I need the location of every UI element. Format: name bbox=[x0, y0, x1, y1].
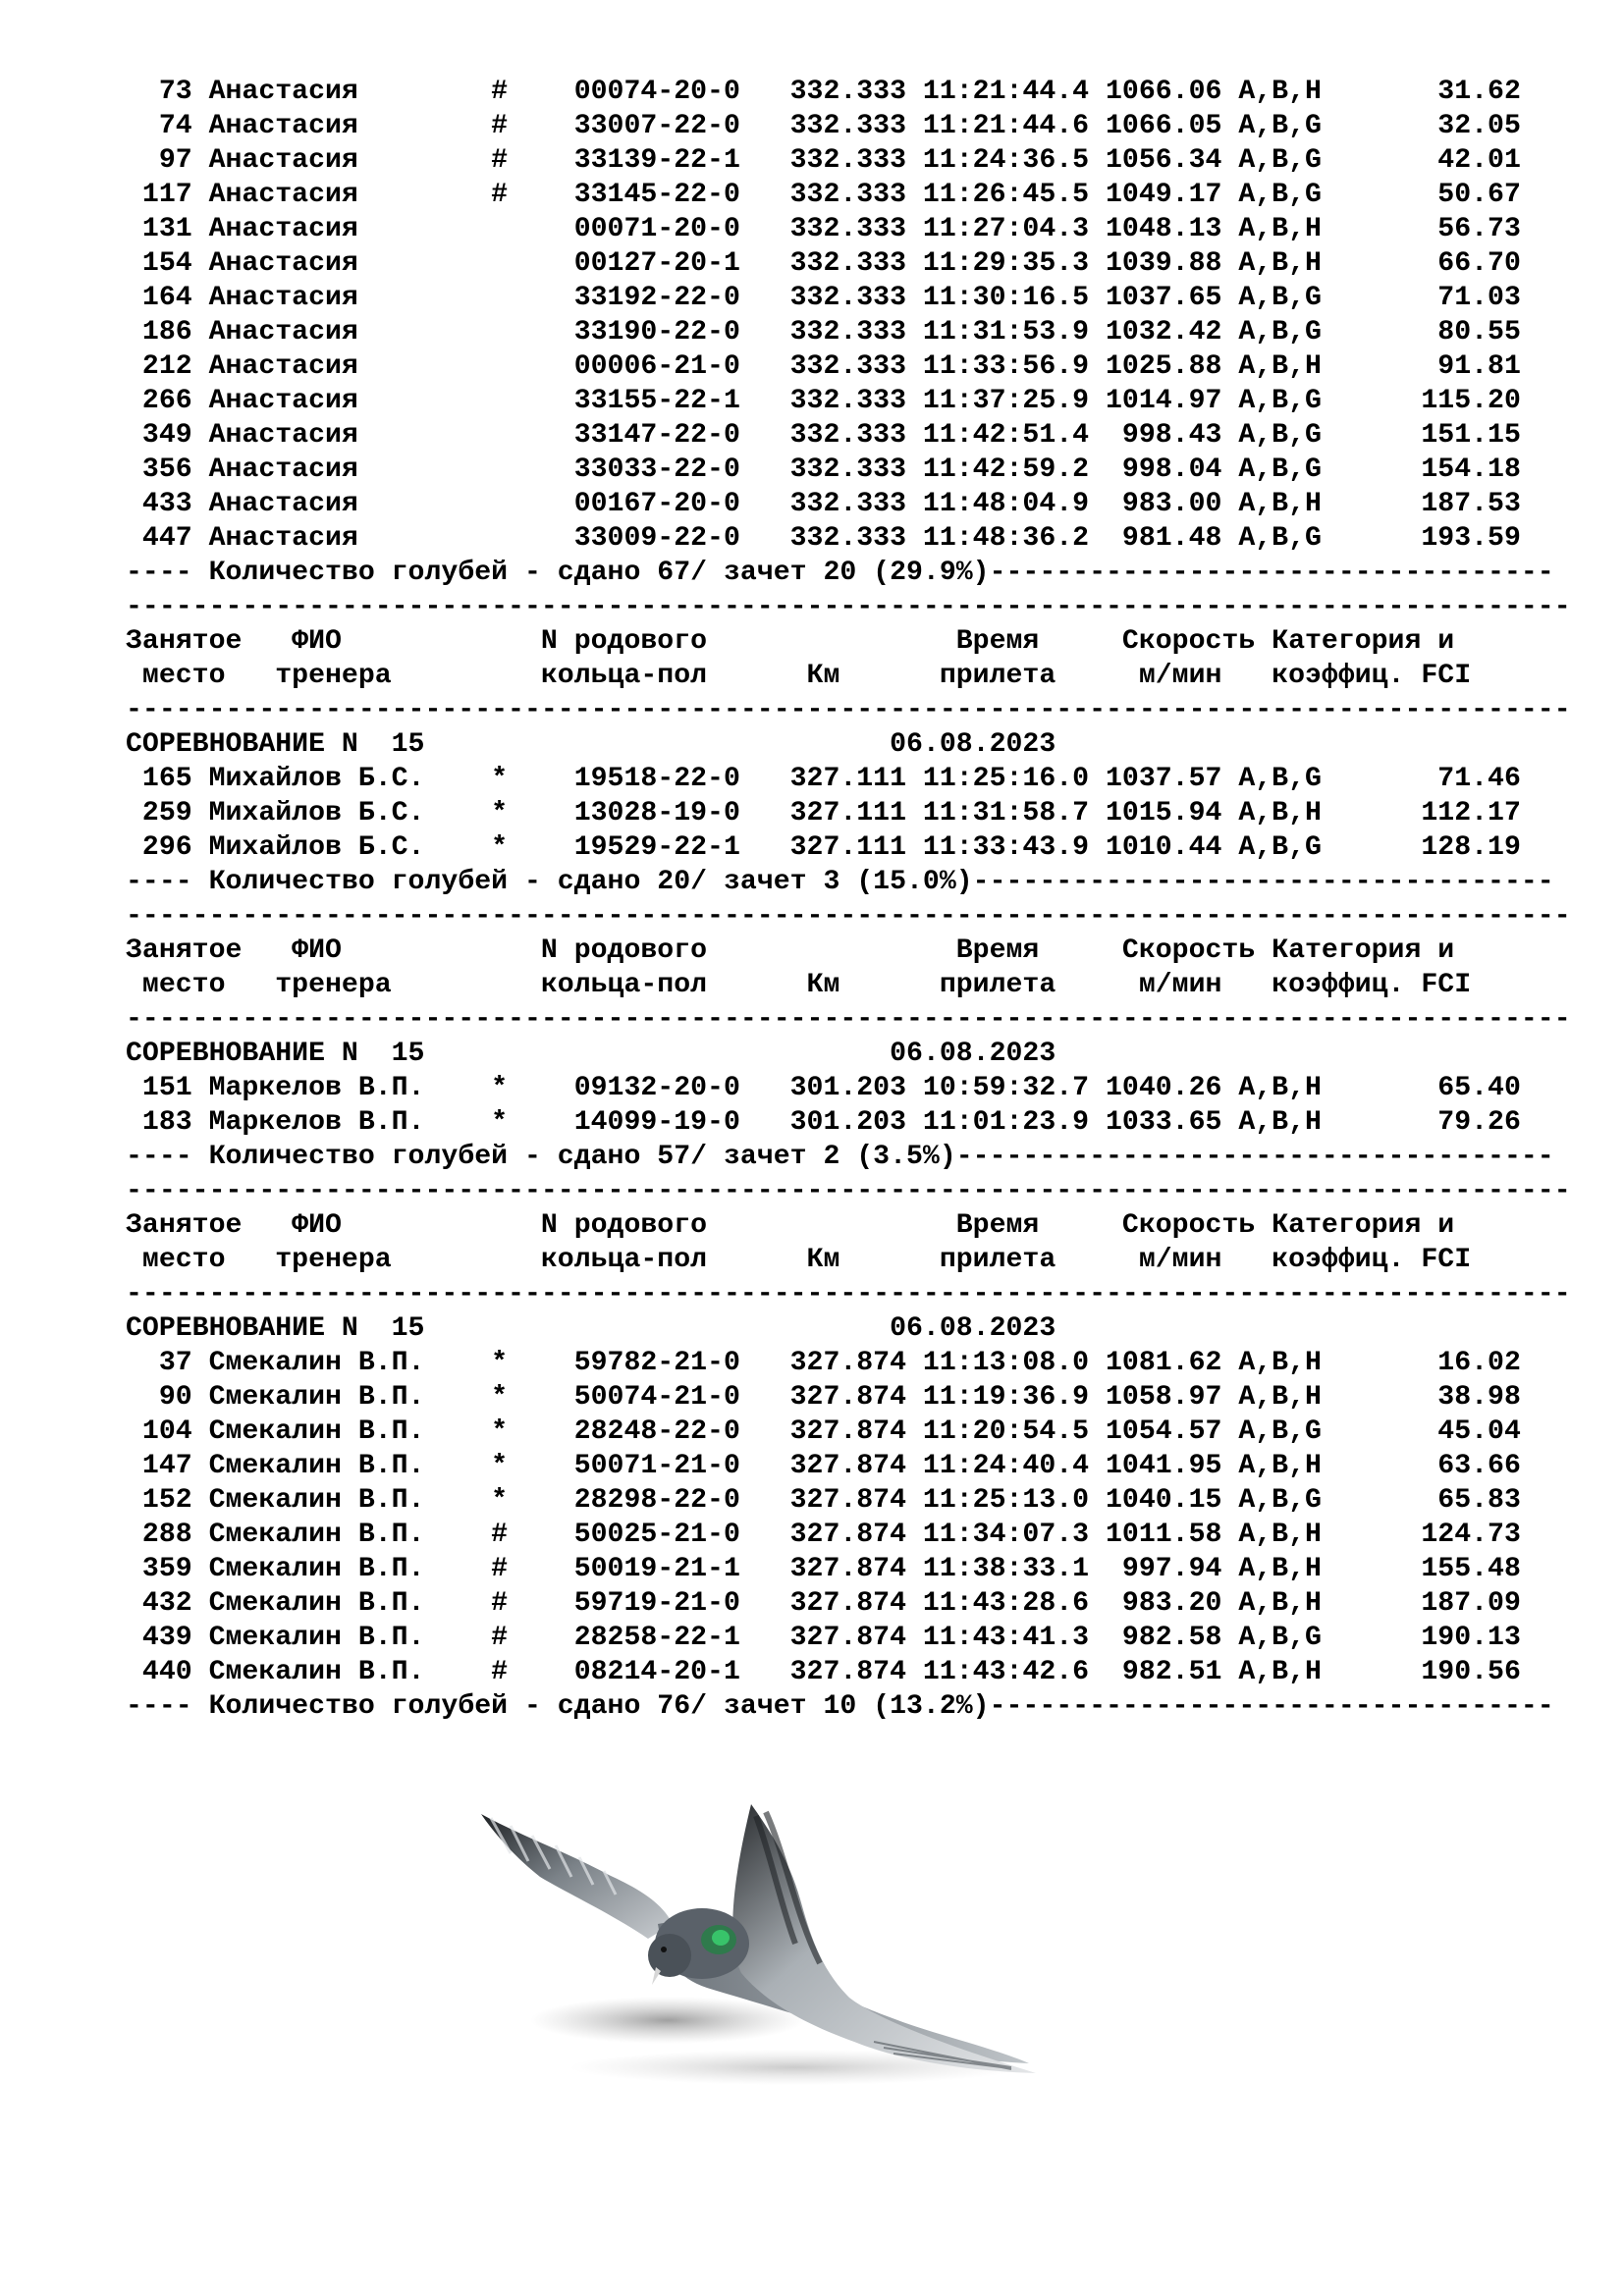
report-line: --------------------------------------------------------------------------------------- bbox=[126, 695, 1571, 725]
report-line: 74 Анастасия # 33007-22-0 332.333 11:21:44.6 1066.05 A,B,G 32.05 bbox=[126, 111, 1521, 141]
report-line: --------------------------------------------------------------------------------------- bbox=[126, 592, 1571, 622]
report-line: 212 Анастасия 00006-21-0 332.333 11:33:56.9 1025.88 A,B,H 91.81 bbox=[126, 351, 1521, 382]
results-report bbox=[126, 75, 1608, 1743]
report-line: 117 Анастасия # 33145-22-0 332.333 11:26:45.5 1049.17 A,B,G 50.67 bbox=[126, 180, 1521, 210]
report-line: 147 Смекалин В.П. * 50071-21-0 327.874 11:24:40.4 1041.95 A,B,H 63.66 bbox=[126, 1451, 1521, 1481]
report-line: ---- Количество голубей - сдано 57/ зачет 2 (3.5%)------------------------------------ bbox=[126, 1142, 1554, 1172]
pigeon-icon bbox=[461, 1796, 1090, 2110]
report-line: 90 Смекалин В.П. * 50074-21-0 327.874 11:19:36.9 1058.97 A,B,H 38.98 bbox=[126, 1382, 1521, 1413]
report-line: СОРЕВНОВАНИЕ N 15 06.08.2023 bbox=[126, 1313, 1056, 1344]
report-line: 447 Анастасия 33009-22-0 332.333 11:48:36.2 981.48 A,B,G 193.59 bbox=[126, 523, 1521, 554]
report-line: Занятое ФИО N родового Время Скорость Категория и bbox=[126, 626, 1455, 657]
report-line: --------------------------------------------------------------------------------------- bbox=[126, 901, 1571, 932]
report-line: 356 Анастасия 33033-22-0 332.333 11:42:59.2 998.04 A,B,G 154.18 bbox=[126, 454, 1521, 485]
report-line: СОРЕВНОВАНИЕ N 15 06.08.2023 bbox=[126, 729, 1056, 760]
report-line: 349 Анастасия 33147-22-0 332.333 11:42:51.4 998.43 A,B,G 151.15 bbox=[126, 420, 1521, 451]
report-line: ---- Количество голубей - сдано 76/ зачет 10 (13.2%)---------------------------------- bbox=[126, 1691, 1554, 1722]
report-line: 73 Анастасия # 00074-20-0 332.333 11:21:44.4 1066.06 A,B,H 31.62 bbox=[126, 77, 1521, 107]
report-line: ---- Количество голубей - сдано 20/ зачет 3 (15.0%)----------------------------------- bbox=[126, 867, 1554, 897]
report-line: --------------------------------------------------------------------------------------- bbox=[126, 1176, 1571, 1206]
report-line: 432 Смекалин В.П. # 59719-21-0 327.874 11:43:28.6 983.20 A,B,H 187.09 bbox=[126, 1588, 1521, 1619]
report-line: --------------------------------------------------------------------------------------- bbox=[126, 1004, 1571, 1035]
report-line: 288 Смекалин В.П. # 50025-21-0 327.874 11:34:07.3 1011.58 A,B,H 124.73 bbox=[126, 1520, 1521, 1550]
report-line: 440 Смекалин В.П. # 08214-20-1 327.874 11:43:42.6 982.51 A,B,H 190.56 bbox=[126, 1657, 1521, 1687]
report-line: Занятое ФИО N родового Время Скорость Категория и bbox=[126, 935, 1455, 966]
report-line: 164 Анастасия 33192-22-0 332.333 11:30:16.5 1037.65 A,B,G 71.03 bbox=[126, 283, 1521, 313]
report-line: СОРЕВНОВАНИЕ N 15 06.08.2023 bbox=[126, 1039, 1056, 1069]
report-line: Занятое ФИО N родового Время Скорость Категория и bbox=[126, 1210, 1455, 1241]
report-line: 186 Анастасия 33190-22-0 332.333 11:31:53.9 1032.42 A,B,G 80.55 bbox=[126, 317, 1521, 347]
report-line: 97 Анастасия # 33139-22-1 332.333 11:24:36.5 1056.34 A,B,G 42.01 bbox=[126, 145, 1521, 176]
report-line: 165 Михайлов Б.С. * 19518-22-0 327.111 11:25:16.0 1037.57 A,B,G 71.46 bbox=[126, 764, 1521, 794]
report-line: ---- Количество голубей - сдано 67/ зачет 20 (29.9%)---------------------------------- bbox=[126, 558, 1554, 588]
report-line: место тренера кольца-пол Км прилета м/мин коэффиц. FCI bbox=[126, 661, 1472, 691]
report-line: 359 Смекалин В.П. # 50019-21-1 327.874 11:38:33.1 997.94 A,B,H 155.48 bbox=[126, 1554, 1521, 1584]
report-line: место тренера кольца-пол Км прилета м/мин коэффиц. FCI bbox=[126, 970, 1472, 1000]
report-line: --------------------------------------------------------------------------------------- bbox=[126, 1279, 1571, 1309]
report-line: 104 Смекалин В.П. * 28248-22-0 327.874 11:20:54.5 1054.57 A,B,G 45.04 bbox=[126, 1416, 1521, 1447]
report-line: 131 Анастасия 00071-20-0 332.333 11:27:04.3 1048.13 A,B,H 56.73 bbox=[126, 214, 1521, 244]
report-line: 152 Смекалин В.П. * 28298-22-0 327.874 11:25:13.0 1040.15 A,B,G 65.83 bbox=[126, 1485, 1521, 1516]
report-line: 37 Смекалин В.П. * 59782-21-0 327.874 11:13:08.0 1081.62 A,B,H 16.02 bbox=[126, 1348, 1521, 1378]
report-line: 439 Смекалин В.П. # 28258-22-1 327.874 11:43:41.3 982.58 A,B,G 190.13 bbox=[126, 1623, 1521, 1653]
report-line: место тренера кольца-пол Км прилета м/мин коэффиц. FCI bbox=[126, 1245, 1472, 1275]
report-line: 151 Маркелов В.П. * 09132-20-0 301.203 10:59:32.7 1040.26 A,B,H 65.40 bbox=[126, 1073, 1521, 1103]
report-line: 296 Михайлов Б.С. * 19529-22-1 327.111 11:33:43.9 1010.44 A,B,G 128.19 bbox=[126, 832, 1521, 863]
report-line: 266 Анастасия 33155-22-1 332.333 11:37:25.9 1014.97 A,B,G 115.20 bbox=[126, 386, 1521, 416]
report-line: 259 Михайлов Б.С. * 13028-19-0 327.111 11:31:58.7 1015.94 A,B,H 112.17 bbox=[126, 798, 1521, 828]
report-line: 433 Анастасия 00167-20-0 332.333 11:48:04.9 983.00 A,B,H 187.53 bbox=[126, 489, 1521, 519]
report-line: 183 Маркелов В.П. * 14099-19-0 301.203 11:01:23.9 1033.65 A,B,H 79.26 bbox=[126, 1107, 1521, 1138]
report-line: 154 Анастасия 00127-20-1 332.333 11:29:35.3 1039.88 A,B,H 66.70 bbox=[126, 248, 1521, 279]
